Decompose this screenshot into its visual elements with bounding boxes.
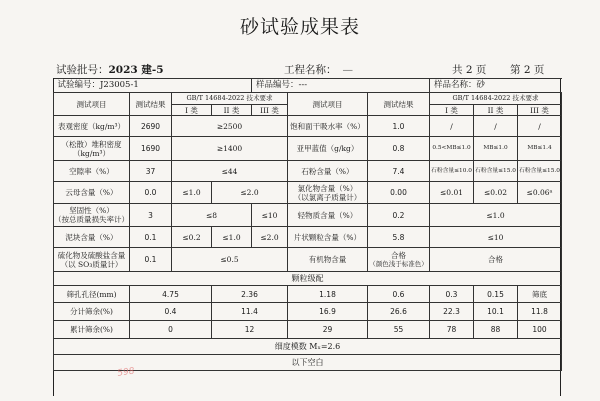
class-3-right: III 类 <box>518 105 562 116</box>
chloride-result: 0.00 <box>368 182 430 204</box>
soundness-c12: ≤8 <box>172 204 252 227</box>
partial-retained-row <box>54 303 562 321</box>
bulk-density-label: （松散）堆积密度 （kg/m³） <box>54 137 130 161</box>
cumulative-value: 100 <box>518 321 562 339</box>
apparent-density-result: 2690 <box>130 116 172 137</box>
sieve-size: 筛底 <box>518 286 562 303</box>
header-item: 测试项目 <box>54 93 130 116</box>
header-standard: GB/T 14684-2022 技术要求 <box>172 93 288 105</box>
cumulative-value: 55 <box>368 321 430 339</box>
light-matter-requirement: ≤1.0 <box>430 204 562 227</box>
water-absorption-c3: / <box>518 116 562 137</box>
class-2-right: II 类 <box>474 105 518 116</box>
sieve-label: 筛孔孔径(mm) <box>54 286 130 303</box>
sulfide-requirement: ≤0.5 <box>172 248 288 272</box>
partial-value: 22.3 <box>430 303 474 321</box>
flaky-particle-label: 片状颗粒含量（%） <box>288 227 368 248</box>
cumulative-value: 78 <box>430 321 474 339</box>
stone-powder-label: 石粉含量（%） <box>288 161 368 182</box>
table-row <box>54 161 562 182</box>
grading-title-row <box>54 272 562 286</box>
apparent-density-label: 表观密度（kg/m³） <box>54 116 130 137</box>
sieve-size: 0.3 <box>430 286 474 303</box>
chloride-c2: ≤0.02 <box>474 182 518 204</box>
chloride-c1: ≤0.01 <box>430 182 474 204</box>
water-absorption-label: 饱和面干吸水率（%） <box>288 116 368 137</box>
bulk-density-result: 1690 <box>130 137 172 161</box>
sieve-size: 4.75 <box>130 286 212 303</box>
flaky-particle-result: 5.8 <box>368 227 430 248</box>
mica-label: 云母含量（%） <box>54 182 130 204</box>
methylene-blue-label: 亚甲蓝值（g/kg） <box>288 137 368 161</box>
soundness-c3: ≤10 <box>252 204 288 227</box>
void-ratio-requirement: ≤44 <box>172 161 288 182</box>
header-standard-right: GB/T 14684-2022 技术要求 <box>430 93 562 105</box>
fineness-row <box>54 339 562 355</box>
class-1: I 类 <box>172 105 212 116</box>
red-stamp-mark: 598 <box>116 366 136 379</box>
fineness-modulus: 细度模数 Mₓ=2.6 <box>54 339 562 355</box>
water-absorption-c2: / <box>474 116 518 137</box>
partial-label: 分计筛余(%) <box>54 303 130 321</box>
sulfide-label: 硫化物及硫酸盐含量 （以 SO₃质量计） <box>54 248 130 272</box>
mica-c23: ≤2.0 <box>212 182 288 204</box>
table-row <box>54 116 562 137</box>
organic-requirement: 合格 <box>430 248 562 272</box>
grading-title: 颗粒级配 <box>54 272 562 286</box>
header-result: 测试结果 <box>130 93 172 116</box>
partial-value: 10.1 <box>474 303 518 321</box>
table-row <box>54 248 562 272</box>
sample-number: 样品编号：--- <box>252 79 430 93</box>
clay-lump-c1: ≤0.2 <box>172 227 212 248</box>
methylene-blue-c2: MB≤1.0 <box>474 137 518 161</box>
cumulative-value: 12 <box>212 321 288 339</box>
sieve-size: 0.6 <box>368 286 430 303</box>
apparent-density-requirement: ≥2500 <box>172 116 288 137</box>
organic-label: 有机物含量 <box>288 248 368 272</box>
test-number: 试验编号：J23005-1 <box>54 79 252 93</box>
methylene-blue-result: 0.8 <box>368 137 430 161</box>
blank-note: 以下空白 <box>54 355 562 371</box>
cumulative-value: 0 <box>130 321 212 339</box>
mica-c1: ≤1.0 <box>172 182 212 204</box>
stone-powder-c2: 石粉含量≤15.0 <box>474 161 518 182</box>
stone-powder-result: 7.4 <box>368 161 430 182</box>
sieve-row <box>54 286 562 303</box>
chloride-label: 氯化物含量（%） （以氯离子质量计） <box>288 182 368 204</box>
cumulative-value: 29 <box>288 321 368 339</box>
sieve-size: 0.15 <box>474 286 518 303</box>
class-1-right: I 类 <box>430 105 474 116</box>
cumulative-retained-row <box>54 321 562 339</box>
chloride-c3: ≤0.06ᵃ <box>518 182 562 204</box>
soundness-result: 3 <box>130 204 172 227</box>
clay-lump-result: 0.1 <box>130 227 172 248</box>
page-title: 砂试验成果表 <box>239 16 360 38</box>
partial-value: 11.4 <box>212 303 288 321</box>
mica-result: 0.0 <box>130 182 172 204</box>
partial-value: 26.6 <box>368 303 430 321</box>
light-matter-result: 0.2 <box>368 204 430 227</box>
water-absorption-result: 1.0 <box>368 116 430 137</box>
void-ratio-result: 37 <box>130 161 172 182</box>
clay-lump-label: 泥块含量（%） <box>54 227 130 248</box>
page-current: 第 2 页 <box>510 64 545 76</box>
class-3: III 类 <box>252 105 288 116</box>
partial-value: 16.9 <box>288 303 368 321</box>
bulk-density-requirement: ≥1400 <box>172 137 288 161</box>
table-row <box>54 204 562 227</box>
stone-powder-c3: 石粉含量≤15.0 <box>518 161 562 182</box>
table-row <box>54 137 562 161</box>
void-ratio-label: 空隙率（%） <box>54 161 130 182</box>
table-row <box>54 182 562 204</box>
sieve-size: 1.18 <box>288 286 368 303</box>
sand-test-table <box>53 78 562 371</box>
clay-lump-c3: ≤2.0 <box>252 227 288 248</box>
partial-value: 0.4 <box>130 303 212 321</box>
clay-lump-c2: ≤1.0 <box>212 227 252 248</box>
methylene-blue-c3: MB≤1.4 <box>518 137 562 161</box>
light-matter-label: 轻物质含量（%） <box>288 204 368 227</box>
page-total: 共 2 页 <box>452 64 487 76</box>
sieve-size: 2.36 <box>212 286 288 303</box>
soundness-label: 坚固性（%） （按总质量损失率计） <box>54 204 130 227</box>
table-row <box>54 227 562 248</box>
water-absorption-c1: / <box>430 116 474 137</box>
sample-name: 样品名称：砂 <box>430 79 562 93</box>
batch-number: 试验批号：2023 建-5 <box>56 64 164 76</box>
cumulative-value: 88 <box>474 321 518 339</box>
organic-result: 合格 （颜色浅于标准色） <box>368 248 430 272</box>
flaky-particle-requirement: ≤10 <box>430 227 562 248</box>
header-item-right: 测试项目 <box>288 93 368 116</box>
cumulative-label: 累计筛余(%) <box>54 321 130 339</box>
sulfide-result: 0.1 <box>130 248 172 272</box>
info-row <box>54 79 562 93</box>
class-2: II 类 <box>212 105 252 116</box>
methylene-blue-c1: 0.5<MB≤1.0 <box>430 137 474 161</box>
header-row <box>54 93 562 105</box>
partial-value: 11.8 <box>518 303 562 321</box>
stone-powder-c1: 石粉含量≤10.0 <box>430 161 474 182</box>
header-result-right: 测试结果 <box>368 93 430 116</box>
project-name: 工程名称： — <box>284 64 353 76</box>
